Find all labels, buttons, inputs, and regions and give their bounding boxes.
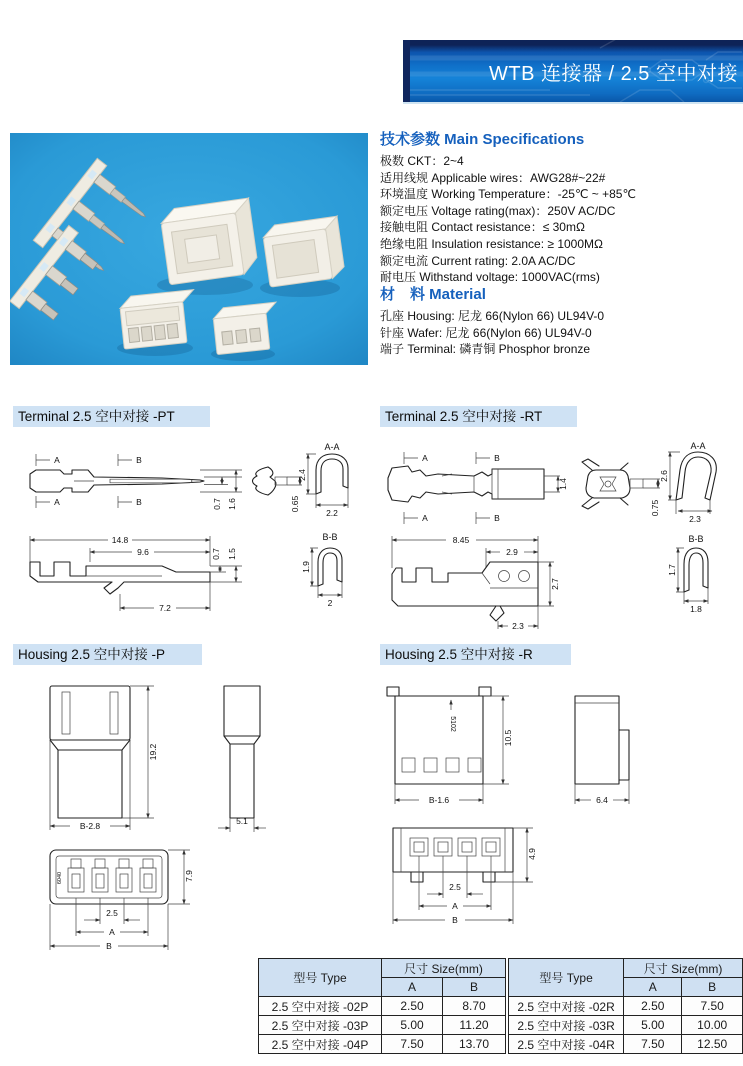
material-line: 端子 Terminal: 磷青铜 Phosphor bronze — [380, 342, 591, 357]
spec-line: 耐电压 Withstand voltage: 1000VAC(rms) — [380, 270, 600, 285]
dim-label: 2.5 — [449, 882, 461, 892]
dim-label: 0.7 — [211, 548, 221, 560]
spec-line: 额定电流 Current rating: 2.0A AC/DC — [380, 253, 576, 268]
spec-line: 接触电阻 Contact resistance：≤ 30mΩ — [380, 220, 585, 235]
section-title-terminal-pt: Terminal 2.5 空中对接 -PT — [13, 406, 210, 427]
cell-a: 2.50 — [624, 997, 682, 1016]
dim-label: 2.5 — [106, 908, 118, 918]
section-marker-a: A — [422, 513, 428, 523]
receptacle-housing-photo — [262, 216, 346, 287]
section-title-terminal-rt: Terminal 2.5 空中对接 -RT — [380, 406, 577, 427]
dim-label: 0.65 — [290, 495, 300, 513]
spec-line: 适用线规 Applicable wires：AWG28#~22# — [380, 170, 606, 185]
section-marker-a: A — [422, 453, 428, 463]
dim-label: B — [452, 915, 458, 925]
cell-b: 7.50 — [682, 997, 743, 1016]
mold-stamp: 5102 — [449, 716, 456, 732]
size-table-r — [508, 958, 743, 1054]
table-row — [259, 1035, 506, 1054]
cell-b: 12.50 — [682, 1035, 743, 1054]
material-line: 针座 Wafer: 尼龙 66(Nylon 66) UL94V-0 — [380, 325, 592, 340]
spec-line: 环境温度 Working Temperature：-25℃ ~ +85℃ — [380, 187, 636, 202]
dim-label: 7.2 — [159, 603, 171, 613]
plug-housing-photo — [159, 198, 259, 285]
dim-label: 0.75 — [650, 499, 660, 517]
cell-a: 7.50 — [624, 1035, 682, 1054]
dim-label: 4.9 — [527, 848, 537, 860]
section-marker-b: B — [136, 497, 142, 507]
dim-label: 1.8 — [690, 604, 702, 614]
cell-a: 2.50 — [382, 997, 443, 1016]
cell-type: 2.5 空中对接 -04P — [259, 1035, 382, 1054]
material-line: 孔座 Housing: 尼龙 66(Nylon 66) UL94V-0 — [380, 309, 605, 323]
dim-label: B-1.6 — [428, 795, 450, 805]
cell-b: 13.70 — [443, 1035, 506, 1054]
product-photo — [10, 133, 368, 365]
dim-label: 2.7 — [550, 578, 560, 590]
dim-label: 2.2 — [326, 508, 338, 518]
specs-block — [380, 128, 740, 286]
table-row — [259, 1016, 506, 1035]
section-title-housing-p: Housing 2.5 空中对接 -P — [13, 644, 202, 665]
dim-label: 2.6 — [659, 470, 669, 482]
cell-a: 7.50 — [382, 1035, 443, 1054]
drawing-housing-p — [14, 672, 344, 957]
cell-type: 2.5 空中对接 -02P — [259, 997, 382, 1016]
section-view-label: A-A — [690, 441, 706, 451]
table-header-b: B — [682, 978, 743, 997]
table-row — [509, 997, 743, 1016]
header-banner — [403, 40, 743, 102]
dim-label: 19.2 — [148, 743, 158, 761]
section-title-housing-r: Housing 2.5 空中对接 -R — [380, 644, 571, 665]
table-header-b: B — [443, 978, 506, 997]
section-view-label: B-B — [688, 534, 704, 544]
dim-label: 10.5 — [503, 729, 513, 747]
dim-label: 1.5 — [227, 548, 237, 560]
section-marker-a: A — [54, 455, 60, 465]
dim-label: 1.4 — [558, 478, 568, 490]
dim-label: B-2.8 — [79, 821, 101, 831]
spec-line: 极数 CKT：2~4 — [380, 154, 464, 168]
cell-type: 2.5 空中对接 -02R — [509, 997, 624, 1016]
section-marker-b: B — [494, 513, 500, 523]
cell-b: 11.20 — [443, 1016, 506, 1035]
cell-a: 5.00 — [624, 1016, 682, 1035]
spec-line: 绝缘电阻 Insulation resistance: ≥ 1000MΩ — [380, 236, 603, 251]
dim-label: 2.3 — [689, 514, 701, 524]
cell-type: 2.5 空中对接 -03R — [509, 1016, 624, 1035]
dim-label: A — [109, 927, 115, 937]
dim-label: 1.6 — [227, 498, 237, 510]
dim-label: 7.9 — [184, 870, 194, 882]
section-view-label: B-B — [322, 532, 338, 542]
page-title: WTB 连接器 / 2.5 空中对接 — [488, 62, 738, 85]
section-view-label: A-A — [324, 442, 340, 452]
dim-label: A — [452, 901, 458, 911]
dim-label: 9.6 — [137, 547, 149, 557]
cell-a: 5.00 — [382, 1016, 443, 1035]
material-title: 材 料 Material — [380, 286, 486, 303]
drawing-terminal-rt — [378, 436, 738, 634]
section-marker-a: A — [54, 497, 60, 507]
cell-type: 2.5 空中对接 -04R — [509, 1035, 624, 1054]
dim-label: 2.3 — [512, 621, 524, 631]
drawing-terminal-pt — [14, 436, 370, 634]
table-header-size: 尺寸 Size(mm) — [624, 959, 743, 978]
dim-label: 2.4 — [297, 469, 307, 481]
size-table-p — [258, 958, 506, 1054]
section-marker-b: B — [136, 455, 142, 465]
table-header-type: 型号 Type — [509, 959, 624, 997]
drawing-housing-r — [375, 672, 715, 930]
cell-b: 8.70 — [443, 997, 506, 1016]
dim-label: 2.9 — [506, 547, 518, 557]
table-header-a: A — [382, 978, 443, 997]
dim-label: 1.7 — [667, 564, 677, 576]
dim-label: 5.1 — [236, 816, 248, 826]
table-header-size: 尺寸 Size(mm) — [382, 959, 506, 978]
specs-title: 技术参数 Main Specifications — [380, 131, 585, 148]
spec-line: 额定电压 Voltage rating(max)：250V AC/DC — [380, 203, 616, 218]
dim-label: 8.45 — [452, 535, 470, 545]
table-header-a: A — [624, 978, 682, 997]
dim-label: 6.4 — [596, 795, 608, 805]
section-marker-b: B — [494, 453, 500, 463]
table-row — [509, 1016, 743, 1035]
table-row — [509, 1035, 743, 1054]
dim-label: 2 — [327, 598, 333, 608]
cell-type: 2.5 空中对接 -03P — [259, 1016, 382, 1035]
dim-label: 1.9 — [301, 561, 311, 573]
material-block — [380, 283, 740, 358]
dim-label: B — [106, 941, 112, 951]
cell-b: 10.00 — [682, 1016, 743, 1035]
dim-label: 14.8 — [111, 535, 129, 545]
mold-stamp: 6040 — [57, 871, 63, 885]
dim-label: 0.7 — [212, 498, 222, 510]
table-row — [259, 997, 506, 1016]
table-header-type: 型号 Type — [259, 959, 382, 997]
